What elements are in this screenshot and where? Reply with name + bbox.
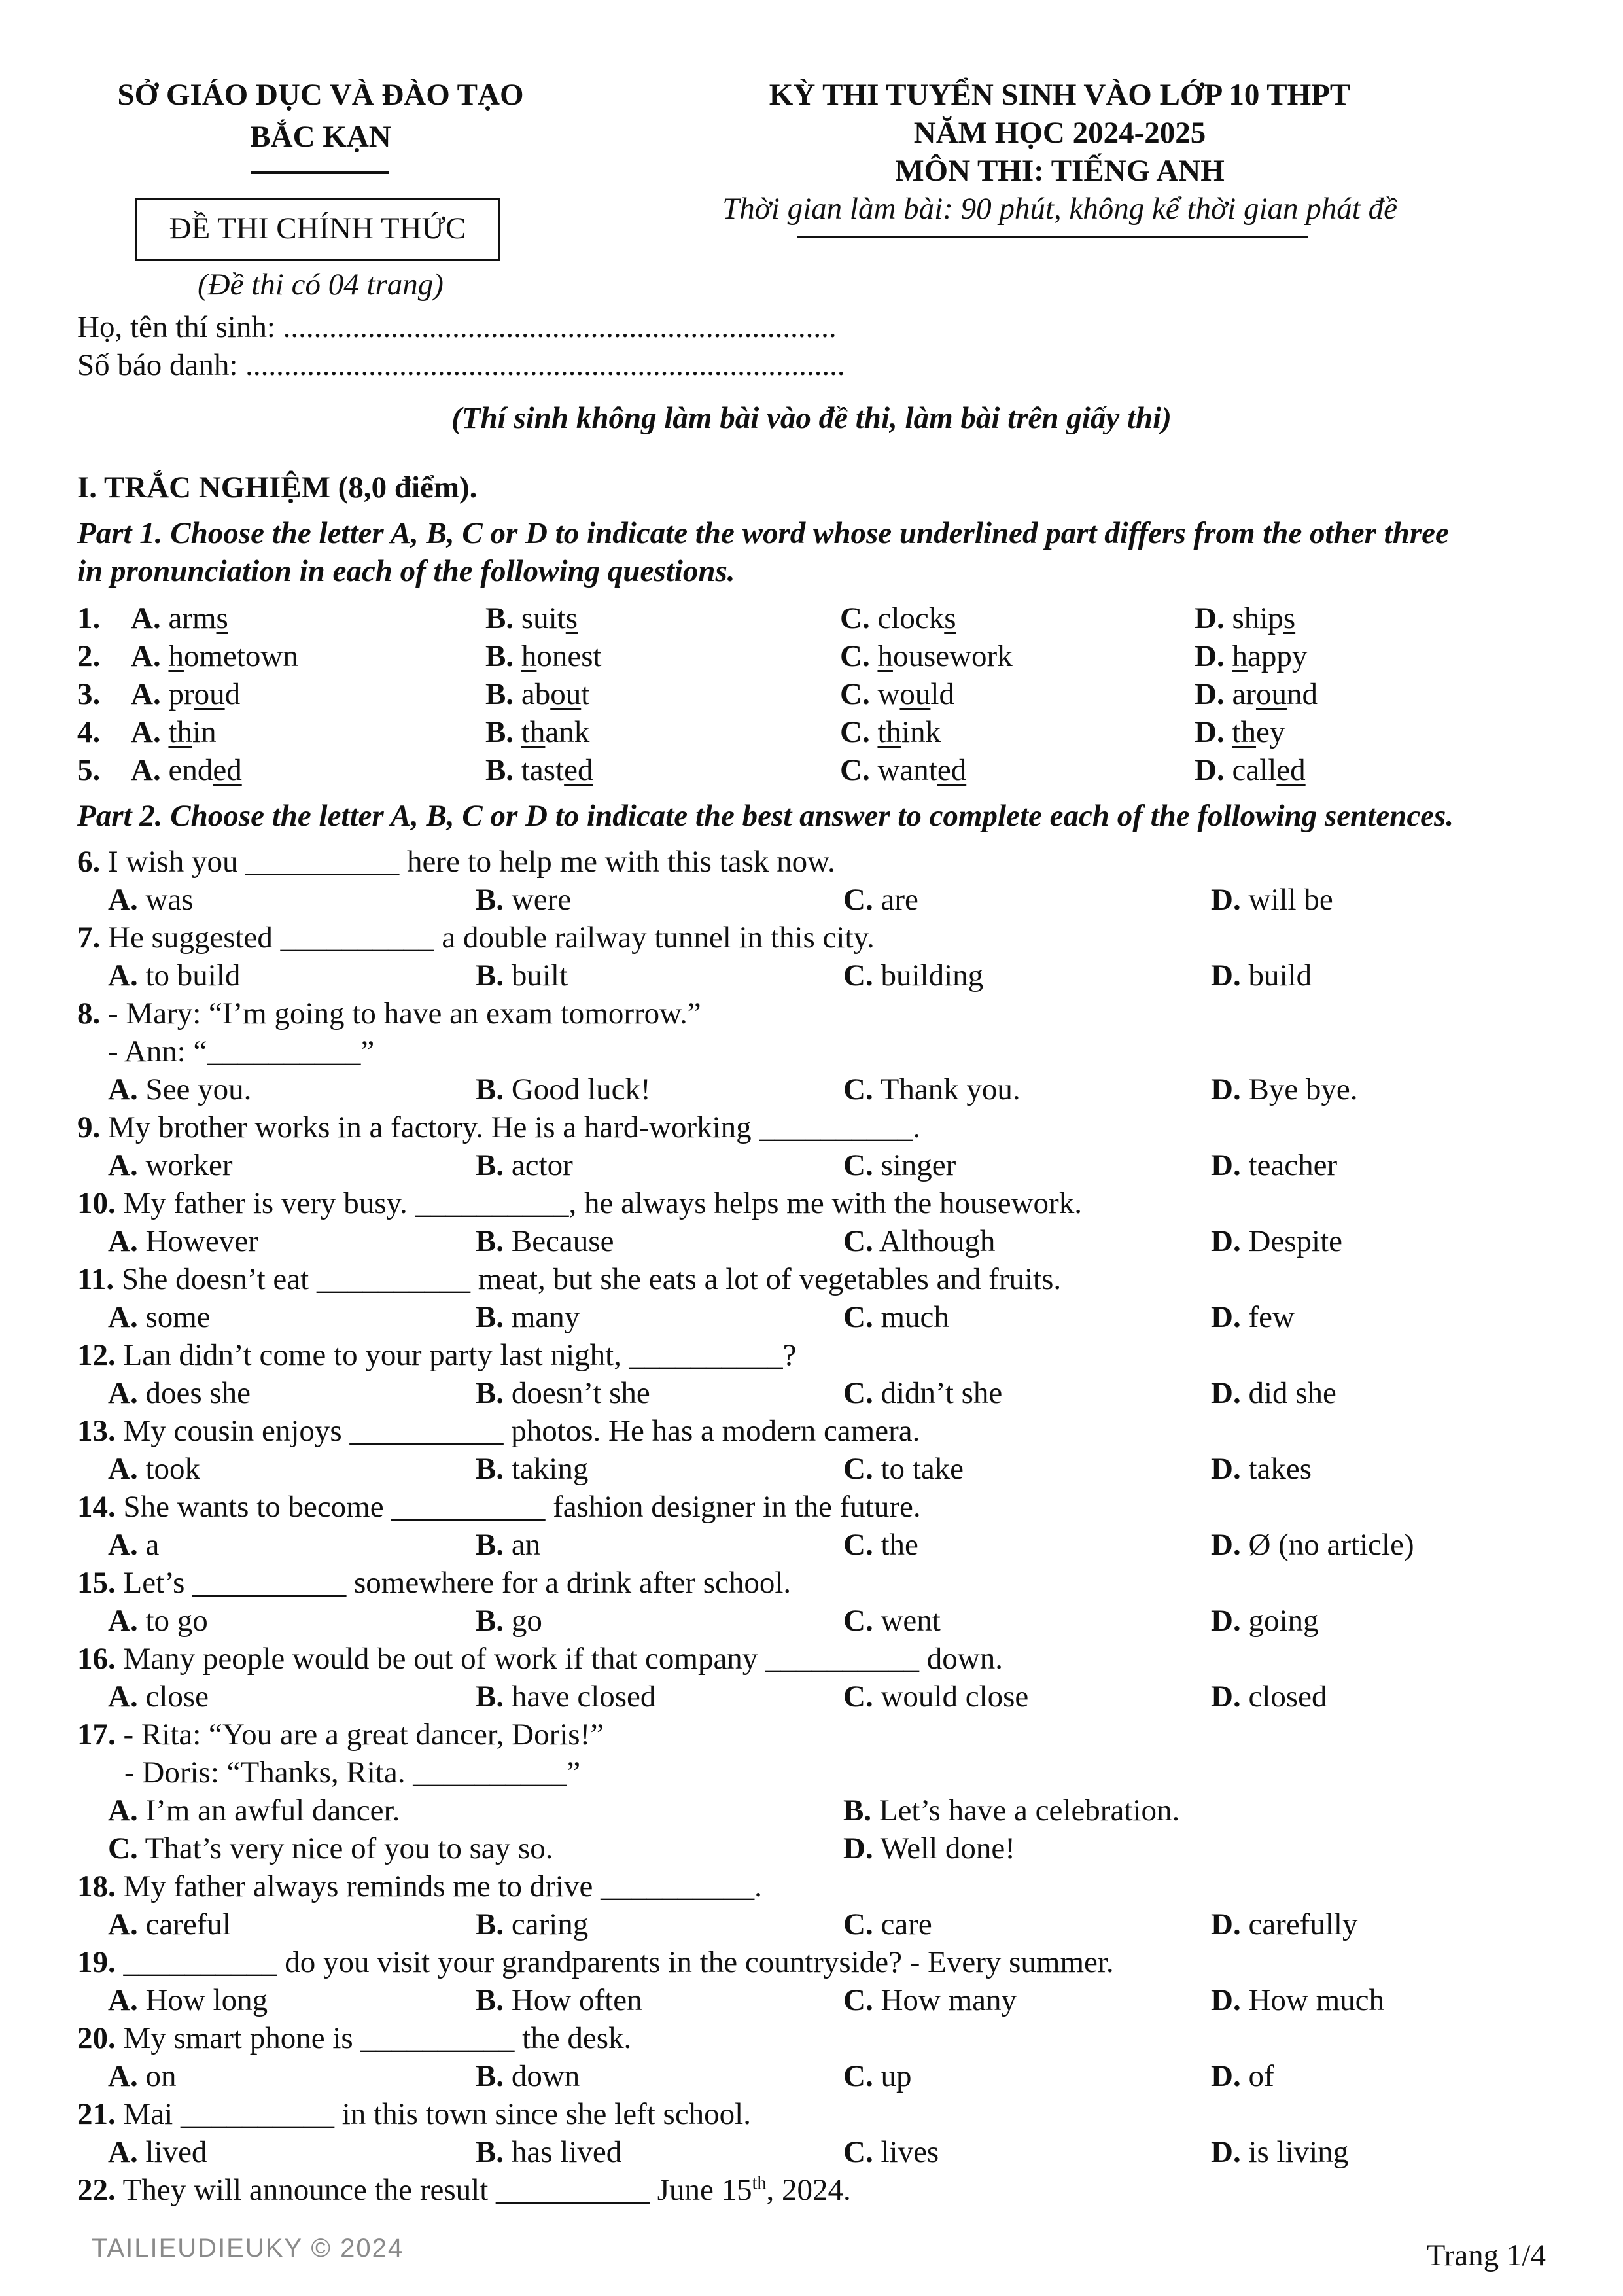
question-21: 21. Mai __________ in this town since she left school.	[77, 2097, 751, 2131]
question-17: 17. - Rita: “You are a great dancer, Doris!”	[77, 1718, 604, 1752]
part1-q3-option-c: C. would	[840, 677, 954, 711]
q13-option-d: D. takes	[1211, 1452, 1312, 1486]
q20-option-b: B. down	[476, 2059, 580, 2093]
part1-q4-option-c: C. think	[840, 715, 941, 749]
q8-option-c: C. Thank you.	[843, 1072, 1021, 1106]
part1-q1-option-d: D. ships	[1195, 601, 1296, 635]
part1-q1-option-c: C. clocks	[840, 601, 956, 635]
q15-option-b: B. go	[476, 1604, 542, 1638]
q14-option-b: B. an	[476, 1528, 541, 1562]
q20-option-a: A. on	[108, 2059, 177, 2093]
q18-option-b: B. caring	[476, 1907, 589, 1941]
q16-option-c: C. would close	[843, 1680, 1029, 1714]
part1-title-cont: in pronunciation in each of the following questions.	[77, 554, 735, 588]
q15-option-a: A. to go	[108, 1604, 208, 1638]
question-10: 10. My father is very busy. __________, he always helps me with the housework.	[77, 1186, 1082, 1220]
part1-question-number: 4.	[77, 715, 101, 749]
question-22: 22. They will announce the result __________ June 15th, 2024.	[77, 2173, 851, 2207]
q6-option-d: D. will be	[1211, 883, 1333, 917]
part1-q2-option-b: B. honest	[485, 639, 602, 673]
question-9: 9. My brother works in a factory. He is a hard-working __________.	[77, 1110, 921, 1144]
q6-option-c: C. are	[843, 883, 918, 917]
q20-option-c: C. up	[843, 2059, 912, 2093]
official-exam-label: ĐỀ THI CHÍNH THỨC	[169, 211, 466, 245]
q9-option-b: B. actor	[476, 1148, 573, 1182]
page-count-note: (Đề thi có 04 trang)	[198, 268, 444, 302]
q21-option-d: D. is living	[1211, 2135, 1349, 2169]
part1-q1-option-b: B. suits	[485, 601, 578, 635]
q9-option-a: A. worker	[108, 1148, 233, 1182]
instruction-note: (Thí sinh không làm bài vào đề thi, làm bài trên giấy thi)	[451, 401, 1172, 435]
q21-option-a: A. lived	[108, 2135, 207, 2169]
question-7: 7. He suggested __________ a double railway tunnel in this city.	[77, 921, 875, 955]
part1-question-number: 2.	[77, 639, 101, 673]
q13-option-b: B. taking	[476, 1452, 589, 1486]
q21-option-c: C. lives	[843, 2135, 939, 2169]
question-19: 19. __________ do you visit your grandparents in the countryside? - Every summer.	[77, 1945, 1114, 1979]
header-left-divider	[251, 171, 389, 174]
q10-option-c: C. Although	[843, 1224, 996, 1258]
q8-option-b: B. Good luck!	[476, 1072, 651, 1106]
q16-option-d: D. closed	[1211, 1680, 1327, 1714]
part1-q3-option-a: A. proud	[131, 677, 241, 711]
part1-question-number: 1.	[77, 601, 101, 635]
question-13: 13. My cousin enjoys __________ photos. He has a modern camera.	[77, 1414, 920, 1448]
q18-option-a: A. careful	[108, 1907, 231, 1941]
q13-option-c: C. to take	[843, 1452, 964, 1486]
q17-option-d: D. Well done!	[843, 1831, 1015, 1865]
part1-q5-option-b: B. tasted	[485, 753, 593, 787]
q15-option-d: D. going	[1211, 1604, 1319, 1638]
q6-option-b: B. were	[476, 883, 572, 917]
q10-option-b: B. Because	[476, 1224, 614, 1258]
q7-option-c: C. building	[843, 959, 984, 993]
question-17-line2: - Doris: “Thanks, Rita. __________”	[124, 1756, 581, 1790]
part1-q4-option-d: D. they	[1195, 715, 1285, 749]
q20-option-d: D. of	[1211, 2059, 1274, 2093]
part1-q2-option-d: D. happy	[1195, 639, 1308, 673]
q19-option-a: A. How long	[108, 1983, 268, 2017]
part1-q1-option-a: A. arms	[131, 601, 228, 635]
exam-subject: MÔN THI: TIẾNG ANH	[895, 154, 1225, 188]
part1-q2-option-c: C. housework	[840, 639, 1013, 673]
q21-option-b: B. has lived	[476, 2135, 622, 2169]
part1-question-number: 5.	[77, 753, 101, 787]
q8-option-a: A. See you.	[108, 1072, 252, 1106]
q16-option-a: A. close	[108, 1680, 209, 1714]
q12-option-d: D. did she	[1211, 1376, 1336, 1410]
question-6: 6. I wish you __________ here to help me with this task now.	[77, 845, 835, 879]
q10-option-a: A. However	[108, 1224, 258, 1258]
q16-option-b: B. have closed	[476, 1680, 656, 1714]
q19-option-c: C. How many	[843, 1983, 1017, 2017]
part2-title: Part 2. Choose the letter A, B, C or D to indicate the best answer to complete each of the following sentences.	[77, 799, 1454, 833]
q18-option-d: D. carefully	[1211, 1907, 1358, 1941]
question-20: 20. My smart phone is __________ the desk.	[77, 2021, 632, 2055]
candidate-id-field: Số báo danh: ..............................................................................	[77, 348, 845, 382]
question-11: 11. She doesn’t eat __________ meat, but she eats a lot of vegetables and fruits.	[77, 1262, 1062, 1296]
q13-option-a: A. took	[108, 1452, 201, 1486]
question-18: 18. My father always reminds me to drive __________.	[77, 1869, 762, 1903]
q14-option-c: C. the	[843, 1528, 918, 1562]
part1-q5-option-c: C. wanted	[840, 753, 967, 787]
q7-option-a: A. to build	[108, 959, 241, 993]
part1-title: Part 1. Choose the letter A, B, C or D to indicate the word whose underlined part differs from the other three	[77, 516, 1449, 550]
q14-option-a: A. a	[108, 1528, 160, 1562]
q17-option-c: C. That’s very nice of you to say so.	[108, 1831, 553, 1865]
candidate-name-field: Họ, tên thí sinh: ........................................................................	[77, 310, 837, 344]
part1-q3-option-b: B. about	[485, 677, 590, 711]
q10-option-d: D. Despite	[1211, 1224, 1343, 1258]
question-8: 8. - Mary: “I’m going to have an exam tomorrow.”	[77, 997, 701, 1031]
question-16: 16. Many people would be out of work if that company __________ down.	[77, 1642, 1003, 1676]
exam-title: KỲ THI TUYỂN SINH VÀO LỚP 10 THPT	[769, 78, 1351, 112]
part1-q2-option-a: A. hometown	[131, 639, 298, 673]
q17-option-a: A. I’m an awful dancer.	[108, 1793, 400, 1828]
question-15: 15. Let’s __________ somewhere for a drink after school.	[77, 1566, 792, 1600]
q12-option-b: B. doesn’t she	[476, 1376, 650, 1410]
q11-option-a: A. some	[108, 1300, 211, 1334]
q8-option-d: D. Bye bye.	[1211, 1072, 1358, 1106]
page-number: Trang 1/4	[1426, 2238, 1546, 2272]
province-name: BẮC KẠN	[250, 120, 391, 154]
section-title: I. TRẮC NGHIỆM (8,0 điểm).	[77, 470, 478, 504]
time-note: Thời gian làm bài: 90 phút, không kể thời gian phát đề	[722, 192, 1397, 226]
part1-q5-option-d: D. called	[1195, 753, 1306, 787]
q12-option-c: C. didn’t she	[843, 1376, 1003, 1410]
q17-option-b: B. Let’s have a celebration.	[843, 1793, 1180, 1828]
header-right-divider	[797, 236, 1308, 238]
q15-option-c: C. went	[843, 1604, 941, 1638]
part1-question-number: 3.	[77, 677, 101, 711]
question-12: 12. Lan didn’t come to your party last night, __________?	[77, 1338, 797, 1372]
school-year: NĂM HỌC 2024-2025	[913, 116, 1206, 150]
q14-option-d: D. Ø (no article)	[1211, 1528, 1414, 1562]
question-14: 14. She wants to become __________ fashion designer in the future.	[77, 1490, 921, 1524]
q11-option-b: B. many	[476, 1300, 580, 1334]
part1-q4-option-b: B. thank	[485, 715, 590, 749]
watermark: TAILIEUDIEUKY © 2024	[92, 2234, 404, 2263]
q9-option-c: C. singer	[843, 1148, 956, 1182]
q12-option-a: A. does she	[108, 1376, 251, 1410]
q7-option-b: B. built	[476, 959, 568, 993]
q18-option-c: C. care	[843, 1907, 932, 1941]
department-name: SỞ GIÁO DỤC VÀ ĐÀO TẠO	[117, 78, 524, 112]
q6-option-a: A. was	[108, 883, 194, 917]
q9-option-d: D. teacher	[1211, 1148, 1338, 1182]
question-8-line2: - Ann: “__________”	[108, 1034, 375, 1069]
q7-option-d: D. build	[1211, 959, 1312, 993]
part1-q3-option-d: D. around	[1195, 677, 1318, 711]
q19-option-d: D. How much	[1211, 1983, 1385, 2017]
part1-q4-option-a: A. thin	[131, 715, 217, 749]
part1-q5-option-a: A. ended	[131, 753, 242, 787]
q19-option-b: B. How often	[476, 1983, 642, 2017]
q11-option-c: C. much	[843, 1300, 949, 1334]
q11-option-d: D. few	[1211, 1300, 1295, 1334]
